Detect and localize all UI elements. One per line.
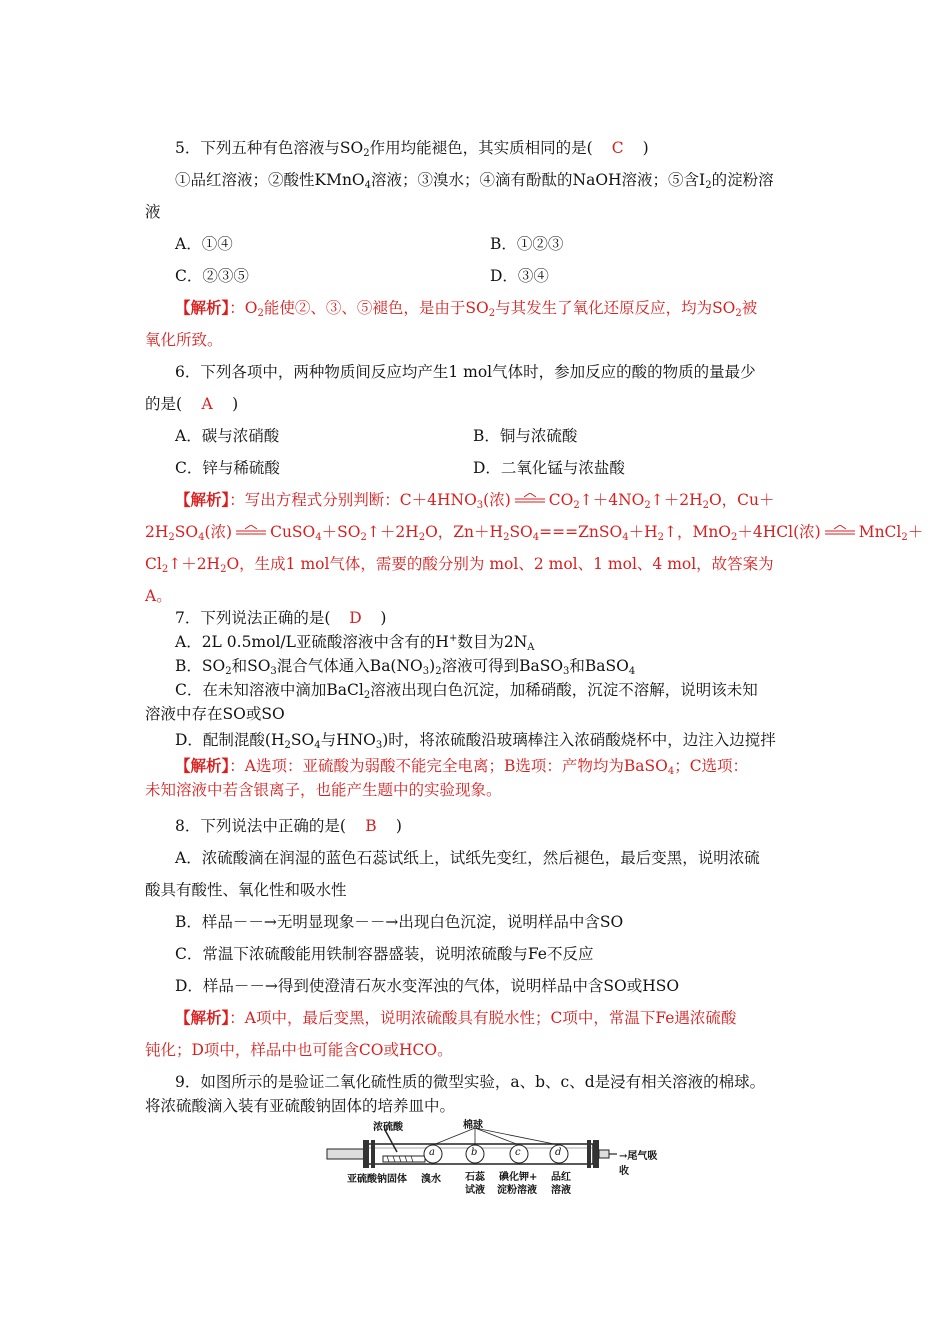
q8-option-a-cont: 酸具有酸性、氧化性和吸水性 [145, 881, 347, 899]
q5-answer: C [611, 139, 624, 157]
q6-explanation-2: $2H_2SO_4$(浓) $CuSO_4+SO_2↑+2H_2O$，$Zn+H_2SO_4===ZnSO_4+H_2↑$，MnO$_2$＋4HCl(浓) MnCl$_2$＋ [145, 523, 924, 543]
q8-option-a: A．浓硫酸滴在润湿的蓝色石蕊试纸上，试纸先变红，然后褪色，最后变黑，说明浓硫 [175, 849, 760, 867]
q6-explanation: 【解析】：写出方程式分别判断：$C+4HNO_3$(浓) $CO_2↑+4NO_2↑+2H_2O$，Cu＋ [175, 490, 775, 511]
label-tail-gas: →尾气吸收 [619, 1151, 658, 1177]
q8-answer: B [365, 817, 377, 835]
heat-arrow-icon [821, 525, 859, 537]
q5-stem: 5．下列五种有色溶液与$SO_2$作用均能褪色，其实质相同的是( C ) [175, 139, 649, 159]
q8-option-d: D．样品－－→得到使澄清石灰水变浑浊的气体，说明样品中含SO或HSO [175, 977, 680, 995]
q7-option-a: A．2L 0.5mol/L亚硫酸溶液中含有的H+数目为$2N_A$ [175, 633, 535, 653]
q6-stem: 6．下列各项中，两种物质间反应均产生1 mol气体时，参加反应的酸的物质的量最少 [175, 363, 756, 381]
label-litmus-2: 试液 [465, 1185, 485, 1196]
label-bromine: 溴水 [421, 1174, 441, 1185]
q5-option-b: B．①②③ [490, 235, 564, 253]
q5-items-cont: 液 [145, 203, 161, 221]
label-fuchsin: 品红 [551, 1172, 571, 1183]
q8-option-b: B．样品－－→无明显现象－－→出现白色沉淀，说明样品中含SO [175, 913, 624, 931]
apparatus-diagram [325, 1118, 665, 1198]
ball-a: a [429, 1147, 435, 1158]
q6-explanation-3: $Cl_2↑+2H_2O$，生成1 mol气体，需要的酸分别为 mol、2 mol、1 mol、4 mol，故答案为 [145, 555, 774, 575]
q6-explanation-4: A。 [145, 587, 172, 605]
q5-explanation-cont: 氧化所致。 [145, 331, 223, 349]
q7-explanation: 【解析】：A选项：亚硫酸为弱酸不能完全电离；B选项：产物均为BaSO$_4$；C选项： [175, 756, 749, 777]
q5-explanation: 【解析】：$O_2$能使②、③、⑤褪色，是由于$SO_2$与其发生了氧化还原反应，均为$SO_2$被 [175, 298, 758, 319]
label-cotton: 棉球 [463, 1120, 483, 1131]
label-solid: 亚硫酸钠固体 [347, 1174, 407, 1185]
q5-option-a: A．①④ [175, 235, 233, 253]
label-conc-acid: 浓硫酸 [373, 1122, 403, 1133]
q5-option-d: D．③④ [490, 267, 549, 285]
q8-stem: 8．下列说法中正确的是( B ) [175, 817, 402, 835]
q9-stem-cont: 将浓硫酸滴入装有亚硫酸钠固体的培养皿中。 [145, 1097, 456, 1115]
q5-option-c: C．②③⑤ [175, 267, 249, 285]
label-fuchsin-2: 溶液 [551, 1185, 571, 1196]
q7-option-c-cont: 溶液中存在SO或SO [145, 705, 285, 723]
q6-stem-cont: 的是( A ) [145, 395, 239, 413]
label-litmus: 石蕊 [465, 1172, 485, 1183]
q9-stem: 9．如图所示的是验证二氧化硫性质的微型实验，a、b、c、d是浸有相关溶液的棉球。 [175, 1073, 766, 1091]
q6-answer: A [201, 395, 213, 413]
q7-option-d: D．配制混酸($H_2SO_4$与$HNO_3$)时，将浓硫酸沿玻璃棒注入浓硝酸烧杯中，边注入边搅拌 [175, 731, 776, 751]
q8-explanation-cont: 钝化；D项中，样品中也可能含CO或HCO。 [145, 1041, 453, 1059]
q6-option-a: A．碳与浓硝酸 [175, 427, 280, 445]
q6-option-d: D．二氧化锰与浓盐酸 [473, 459, 625, 477]
label-ki: 碘化钾+ [499, 1172, 538, 1183]
label-ki-2: 淀粉溶液 [497, 1185, 537, 1196]
q7-stem: 7．下列说法正确的是( D ) [175, 609, 387, 627]
ball-d: d [555, 1147, 562, 1158]
q5-items: ①品红溶液；②酸性KMnO$_4$溶液；③溴水；④滴有酚酞的NaOH溶液；⑤含$I_2$的淀粉溶 [175, 171, 774, 191]
q7-explanation-cont: 未知溶液中若含银离子，也能产生题中的实验现象。 [145, 781, 502, 799]
q6-option-c: C．锌与稀硫酸 [175, 459, 280, 477]
q7-answer: D [349, 609, 362, 627]
ball-b: b [471, 1147, 478, 1158]
q8-option-c: C．常温下浓硫酸能用铁制容器盛装，说明浓硫酸与Fe不反应 [175, 945, 594, 963]
q8-explanation: 【解析】：A项中，最后变黑，说明浓硫酸具有脱水性；C项中，常温下Fe遇浓硫酸 [175, 1008, 737, 1027]
q6-option-b: B．铜与浓硫酸 [473, 427, 578, 445]
q7-option-b: B．$SO_2$和$SO_3$混合气体通入$Ba(NO_3)_2$溶液可得到BaSO$_3$和BaSO$_4$ [175, 657, 636, 677]
heat-arrow-icon [511, 493, 549, 505]
ball-c: c [515, 1147, 521, 1158]
q7-option-c: C．在未知溶液中滴加BaCl$_2$溶液出现白色沉淀，加稀硝酸，沉淀不溶解，说明该未知 [175, 681, 758, 701]
heat-arrow-icon [232, 525, 270, 537]
